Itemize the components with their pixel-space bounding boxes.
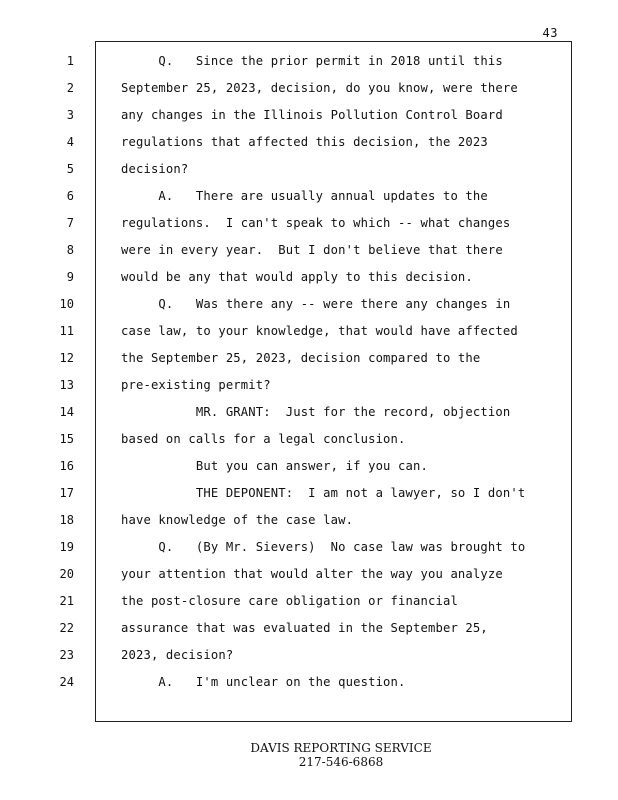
transcript-line: Q. Was there any -- were there any changes in [121,297,511,311]
reporting-company: DAVIS REPORTING SERVICE [250,741,432,755]
transcript-line: But you can answer, if you can. [121,459,428,473]
line-number: 8 [66,243,74,257]
line-number: 10 [59,297,74,311]
transcript-line: A. I'm unclear on the question. [121,675,406,689]
transcript-line: Q. Since the prior permit in 2018 until this [121,54,503,68]
transcript-line: MR. GRANT: Just for the record, objection [121,405,511,419]
transcript-line: the September 25, 2023, decision compared to the [121,351,481,365]
page-footer [0,741,618,769]
transcript-body [121,48,561,696]
line-number: 24 [59,675,74,689]
line-number-column [40,48,80,696]
transcript-line: 2023, decision? [121,648,234,662]
line-number: 4 [66,135,74,149]
line-number: 7 [66,216,74,230]
transcript-line: regulations. I can't speak to which -- what changes [121,216,511,230]
line-number: 2 [66,81,74,95]
transcript-line: A. There are usually annual updates to the [121,189,488,203]
transcript-line: decision? [121,162,189,176]
transcript-line: the post-closure care obligation or financial [121,594,458,608]
transcript-line: assurance that was evaluated in the September 25, [121,621,488,635]
line-number: 20 [59,567,74,581]
page-number: 43 [542,26,558,40]
line-number: 17 [59,486,74,500]
line-number: 19 [59,540,74,554]
transcript-line: your attention that would alter the way you analyze [121,567,503,581]
line-number: 11 [59,324,74,338]
transcript-line: September 25, 2023, decision, do you know, were there [121,81,518,95]
transcript-line: pre-existing permit? [121,378,271,392]
line-number: 22 [59,621,74,635]
transcript-line: have knowledge of the case law. [121,513,354,527]
line-number: 14 [59,405,74,419]
transcript-line: any changes in the Illinois Pollution Control Board [121,108,503,122]
line-number: 9 [66,270,74,284]
transcript-line: would be any that would apply to this decision. [121,270,473,284]
line-number: 12 [59,351,74,365]
transcript-line: based on calls for a legal conclusion. [121,432,406,446]
transcript-line: regulations that affected this decision, the 2023 [121,135,488,149]
line-number: 1 [66,54,74,68]
transcript-line: Q. (By Mr. Sievers) No case law was brought to [121,540,526,554]
line-number: 16 [59,459,74,473]
transcript-line: THE DEPONENT: I am not a lawyer, so I don't [121,486,526,500]
line-number: 21 [59,594,74,608]
line-number: 6 [66,189,74,203]
transcript-line: case law, to your knowledge, that would have affected [121,324,518,338]
line-number: 18 [59,513,74,527]
line-number: 15 [59,432,74,446]
line-number: 23 [59,648,74,662]
line-number: 3 [66,108,74,122]
line-number: 5 [66,162,74,176]
line-number: 13 [59,378,74,392]
reporting-phone: 217-546-6868 [298,755,384,769]
transcript-line: were in every year. But I don't believe that there [121,243,503,257]
